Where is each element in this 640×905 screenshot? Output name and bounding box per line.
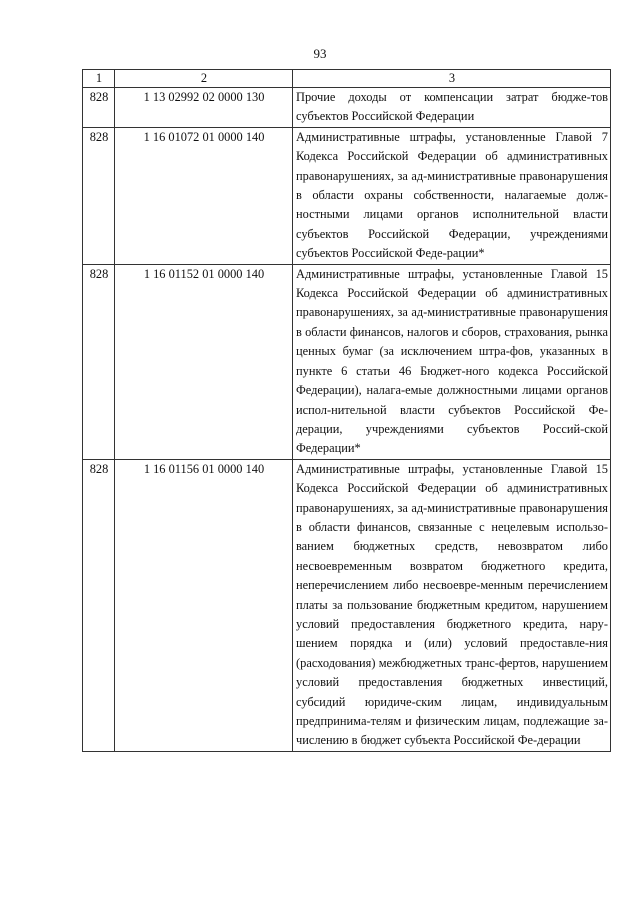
description-cell: Прочие доходы от компенсации затрат бюдже-тов субъектов Российской Федерации bbox=[293, 88, 611, 128]
description-cell: Административные штрафы, установленные Главой 15 Кодекса Российской Федерации об административных правонарушениях, за ад-министративные правонарушения в области финансов, связанные с нецелевым использо-ванием бюджетных средств, невозвратом либо несвоевременным возвратом бюджетного кредита, неперечислением либо несвоевре-менным перечислением платы за пользование бюджетным кредитом, нарушением условий предоставления бюджетного кредита, нару-шением порядка и (или) условий предоставле-ния (расходования) межбюджетных транс-фертов, нарушением условий предоставления бюджетных инвестиций, субсидий юридиче-ским лицам, индивидуальным предпринима-телям и физическим лицам, подлежащие за-числению в бюджет субъекта Российской Фе-дерации bbox=[293, 459, 611, 751]
admin-code-cell: 828 bbox=[83, 88, 115, 128]
budget-code-cell: 1 13 02992 02 0000 130 bbox=[115, 88, 293, 128]
table-row bbox=[83, 127, 611, 264]
description-cell: Административные штрафы, установленные Главой 7 Кодекса Российской Федерации об административных правонарушениях, за ад-министративные правонарушения в области охраны собственности, налагаемые долж-ностными лицами органов исполнительной власти субъектов Российской Федерации, учреждениями субъектов Российской Феде-рации* bbox=[293, 127, 611, 264]
budget-code-cell: 1 16 01156 01 0000 140 bbox=[115, 459, 293, 751]
budget-code-cell: 1 16 01072 01 0000 140 bbox=[115, 127, 293, 264]
table-header-row bbox=[83, 70, 611, 88]
admin-code-cell: 828 bbox=[83, 459, 115, 751]
description-cell: Административные штрафы, установленные Главой 15 Кодекса Российской Федерации об административных правонарушениях, за ад-министративные правонарушения в области финансов, налогов и сборов, страхования, рынка ценных бумаг (за исключением штра-фов, указанных в пункте 6 статьи 46 Бюджет-ного кодекса Российской Федерации), налага-емые должностными лицами органов испол-нительной власти субъектов Российской Фе-дерации, учреждениями субъектов Россий-ской Федерации* bbox=[293, 264, 611, 459]
column-header-2: 2 bbox=[115, 70, 293, 88]
page-number: 93 bbox=[313, 46, 327, 61]
table-row bbox=[83, 88, 611, 128]
table-row bbox=[83, 264, 611, 459]
budget-code-cell: 1 16 01152 01 0000 140 bbox=[115, 264, 293, 459]
admin-code-cell: 828 bbox=[83, 264, 115, 459]
table-row bbox=[83, 459, 611, 751]
budget-classification-table bbox=[82, 69, 611, 752]
column-header-1: 1 bbox=[83, 70, 115, 88]
column-header-3: 3 bbox=[293, 70, 611, 88]
admin-code-cell: 828 bbox=[83, 127, 115, 264]
